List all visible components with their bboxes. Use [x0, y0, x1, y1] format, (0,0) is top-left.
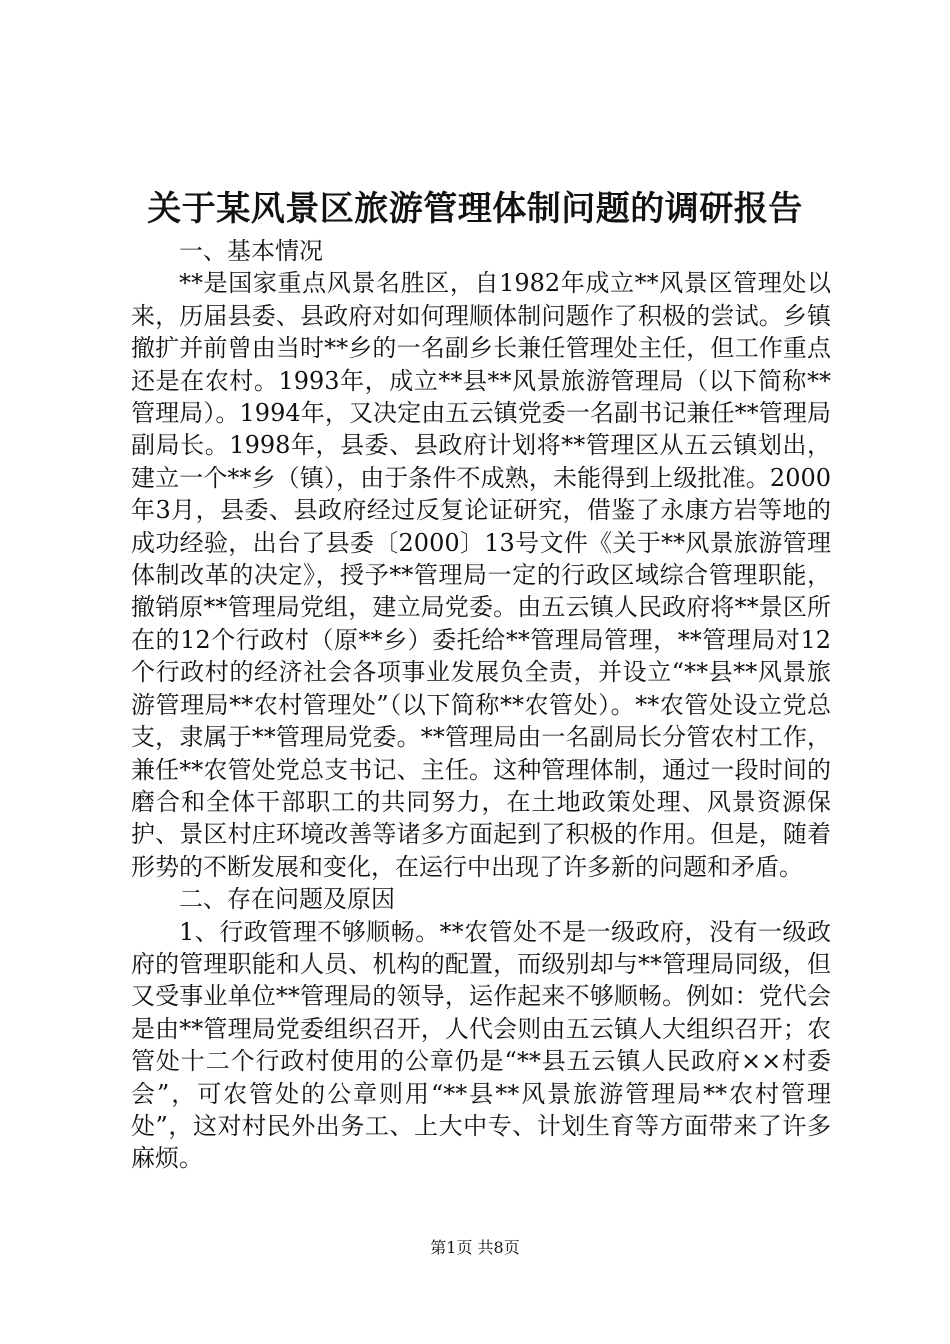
document-body: [131, 235, 831, 1175]
document-title: 关于某风景区旅游管理体制问题的调研报告: [147, 189, 803, 229]
section-heading-basic-situation: 一、基本情况: [179, 237, 323, 265]
section-heading-problems: 二、存在问题及原因: [179, 885, 395, 914]
paragraph-admin-management: 1、行政管理不够顺畅。**农管处不是一级政府，没有一级政府的管理职能和人员、机构的配置，而级别却与**管理局同级，但又受事业单位**管理局的领导，运作起来不够顺畅。例如：党代会是由**管理局党委组织召开，人代会则由五云镇人大组织召开；农管处十二个行政村使用的公章仍是“**县五云镇人民政府××村委会”，可农管处的公章则用“**县**风景旅游管理局**农村管理处”，这对村民外出务工、上大中专、计划生育等方面带来了许多麻烦。: [131, 917, 831, 1173]
paragraph-basic-situation: **是国家重点风景名胜区，自1982年成立**风景区管理处以来，历届县委、县政府对如何理顺体制问题作了积极的尝试。乡镇撤扩并前曾由当时**乡的一名副乡长兼任管理处主任，但工作重点还是在农村。1993年，成立**县**风景旅游管理局（以下简称**管理局）。1994年，又决定由五云镇党委一名副书记兼任**管理局副局长。1998年，县委、县政府计划将**管理区从五云镇划出，建立一个**乡（镇），由于条件不成熟，未能得到上级批准。2000年3月，县委、县政府经过反复论证研究，借鉴了永康方岩等地的成功经验，出台了县委〔2000〕13号文件《关于**风景旅游管理体制改革的决定》，授予**管理局一定的行政区域综合管理职能，撤销原**管理局党组，建立局党委。由五云镇人民政府将**景区所在的12个行政村（原**乡）委托给**管理局管理，**管理局对12个行政村的经济社会各项事业发展负全责，并设立“**县**风景旅游管理局**农村管理处”（以下简称**农管处）。**农管处设立党总支，隶属于**管理局党委。**管理局由一名副局长分管农村工作，兼任**农管处党总支书记、主任。这种管理体制，通过一段时间的磨合和全体干部职工的共同努力，在土地政策处理、风景资源保护、景区村庄环境改善等诸多方面起到了积极的作用。但是，随着形势的不断发展和变化，在运行中出现了许多新的问题和矛盾。: [131, 269, 831, 881]
page-number: 第1页 共8页: [430, 1238, 520, 1257]
